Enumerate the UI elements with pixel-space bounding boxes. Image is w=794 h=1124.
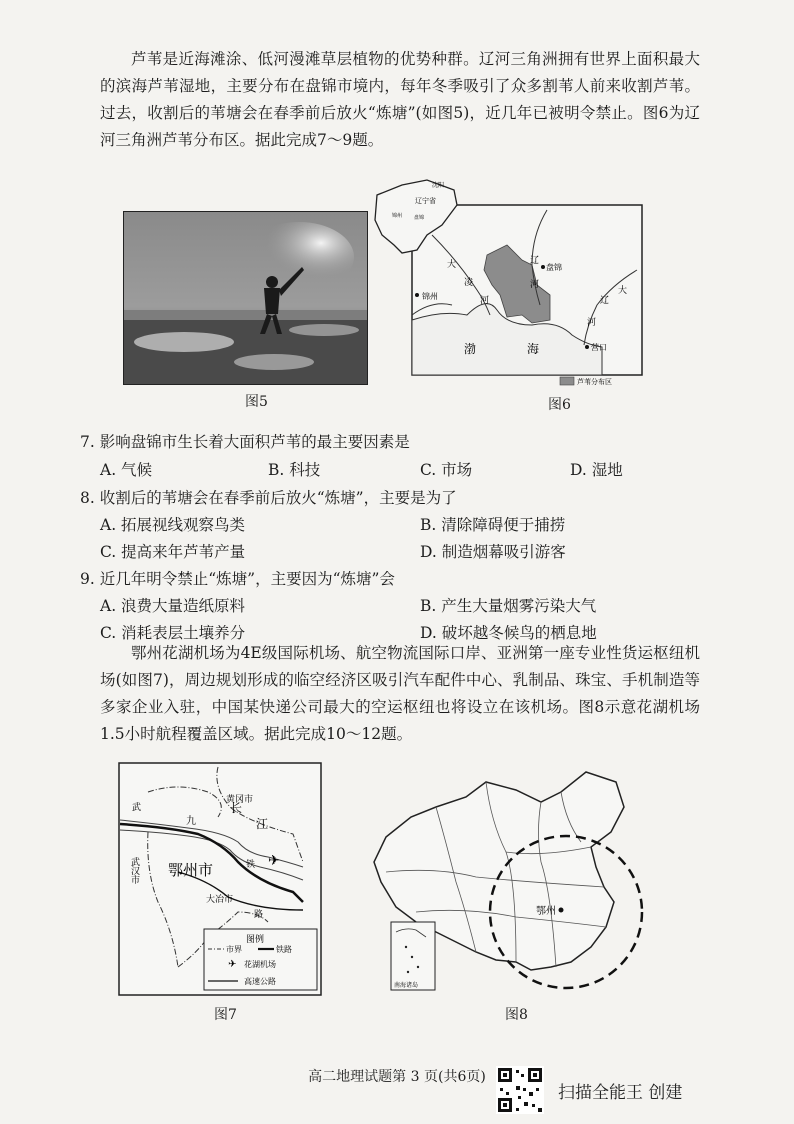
ezhou-marker: [559, 908, 564, 913]
figure-6-caption: 图6: [548, 397, 571, 413]
label-wu: 武: [132, 803, 142, 813]
label-ling: 凌: [464, 278, 474, 288]
figure-5-caption: 图5: [245, 394, 268, 410]
figure-8-map: [356, 762, 656, 1002]
question-8-option-c: C. 提高来年芦苇产量: [100, 543, 246, 561]
label-jiu: 九: [186, 816, 196, 827]
scanner-watermark-text: 扫描全能王 创建: [558, 1083, 683, 1103]
label-shenyang: 沈阳: [432, 182, 445, 189]
page-footer: 高二地理试题第 3 页(共6页): [308, 1069, 486, 1085]
figure-7-caption: 图7: [214, 1007, 237, 1023]
label-da-2: 大: [618, 286, 628, 296]
figure-8-caption: 图8: [505, 1007, 528, 1023]
label-jinzhou: 锦州: [422, 292, 438, 301]
label-inset-jinzhou: 锦州: [392, 213, 403, 219]
yingkou-marker: [585, 345, 589, 349]
label-liaoning: 辽宁省: [415, 197, 436, 205]
question-9-option-b: B. 产生大量烟雾污染大气: [420, 597, 597, 615]
legend-highway-label: 高速公路: [244, 977, 276, 986]
south-china-sea-inset: [391, 922, 435, 990]
label-chang: 长: [230, 801, 243, 815]
label-daye: 大冶市: [206, 895, 234, 905]
label-south-china-sea-islands: 南海诸岛: [394, 982, 419, 989]
label-jiang: 江: [256, 817, 269, 831]
panjin-marker: [541, 265, 545, 269]
legend-title: 图例: [246, 935, 265, 945]
label-tie: 铁: [246, 860, 256, 870]
figure-6-map: [372, 175, 652, 395]
legend-airport-label: 花湖机场: [244, 960, 276, 969]
question-9-stem: 9. 近几年明令禁止“炼塘”，主要因为“炼塘”会: [80, 570, 395, 588]
legend-swatch: [560, 377, 574, 385]
legend-city-label: 市界: [226, 945, 242, 954]
label-lu: 路: [254, 910, 264, 920]
label-huanggang: 黄冈市: [226, 795, 254, 805]
label-ezhou: 鄂州市: [168, 861, 214, 879]
figure-5-photo: [123, 211, 368, 385]
label-yingkou: 营口: [591, 343, 607, 352]
label-inset-panjin: 盘锦: [414, 215, 425, 221]
label-he-2: 河: [530, 280, 540, 290]
question-7-option-a: A. 气候: [100, 461, 153, 479]
question-9-option-a: A. 浪费大量造纸原料: [100, 597, 246, 615]
question-8-option-d: D. 制造烟幕吸引游客: [420, 543, 566, 561]
question-7-option-c: C. 市场: [420, 461, 473, 479]
label-da: 大: [447, 260, 457, 270]
legend-airport-icon: ✈: [228, 959, 237, 970]
label-panjin: 盘锦: [546, 263, 562, 272]
legend-rail-label: 铁路: [276, 945, 292, 954]
intro-paragraph-1: 芦苇是近海滩涂、低河漫滩草层植物的优势种群。辽河三角洲拥有世界上面积最大的滨海芦苇湿地，主要分布在盘锦市境内，每年冬季吸引了众多割苇人前来收割芦苇。过去，收割后的苇塘会在春季前后放火“炼塘”(如图5)，近几年已被明令禁止。图6为辽河三角洲芦苇分布区。据此完成7～9题。: [100, 50, 700, 149]
question-9-option-c: C. 消耗表层土壤养分: [100, 624, 246, 642]
legend-label: 芦苇分布区: [577, 378, 612, 386]
jinzhou-marker: [415, 293, 419, 297]
airport-icon: ✈: [268, 853, 280, 869]
label-ezhou: 鄂州: [536, 906, 556, 917]
label-he-1: 河: [480, 296, 490, 306]
question-7-option-b: B. 科技: [268, 461, 321, 479]
question-8-option-b: B. 清除障碍便于捕捞: [420, 516, 566, 534]
label-he-3: 河: [587, 318, 597, 328]
question-8-option-a: A. 拓展视线观察鸟类: [100, 516, 246, 534]
question-8-stem: 8. 收割后的苇塘会在春季前后放火“炼塘”，主要是为了: [80, 489, 457, 507]
label-wuhan: 武汉市: [129, 857, 139, 884]
label-bohai-bo: 渤: [464, 342, 477, 356]
figure-7-map: [118, 762, 323, 997]
question-7-option-d: D. 湿地: [570, 461, 623, 479]
question-9-option-d: D. 破坏越冬候鸟的栖息地: [420, 624, 597, 642]
label-liao-2: 辽: [600, 296, 610, 306]
qr-code-icon: [496, 1066, 544, 1114]
question-7-stem: 7. 影响盘锦市生长着大面积芦苇的最主要因素是: [80, 433, 410, 451]
label-liao: 辽: [530, 256, 540, 266]
intro-paragraph-2: 鄂州花湖机场为4E级国际机场、航空物流国际口岸、亚洲第一座专业性货运枢纽机场(如图7)，周边规划形成的临空经济区吸引汽车配件中心、乳制品、珠宝、手机制造等多家企业入驻，中国某快递公司最大的空运枢纽也将设立在该机场。图8示意花湖机场1.5小时航程覆盖区域。据此完成10～12题。: [100, 644, 700, 743]
label-bohai-hai: 海: [527, 342, 540, 356]
reed-burning-photo: [124, 212, 367, 384]
